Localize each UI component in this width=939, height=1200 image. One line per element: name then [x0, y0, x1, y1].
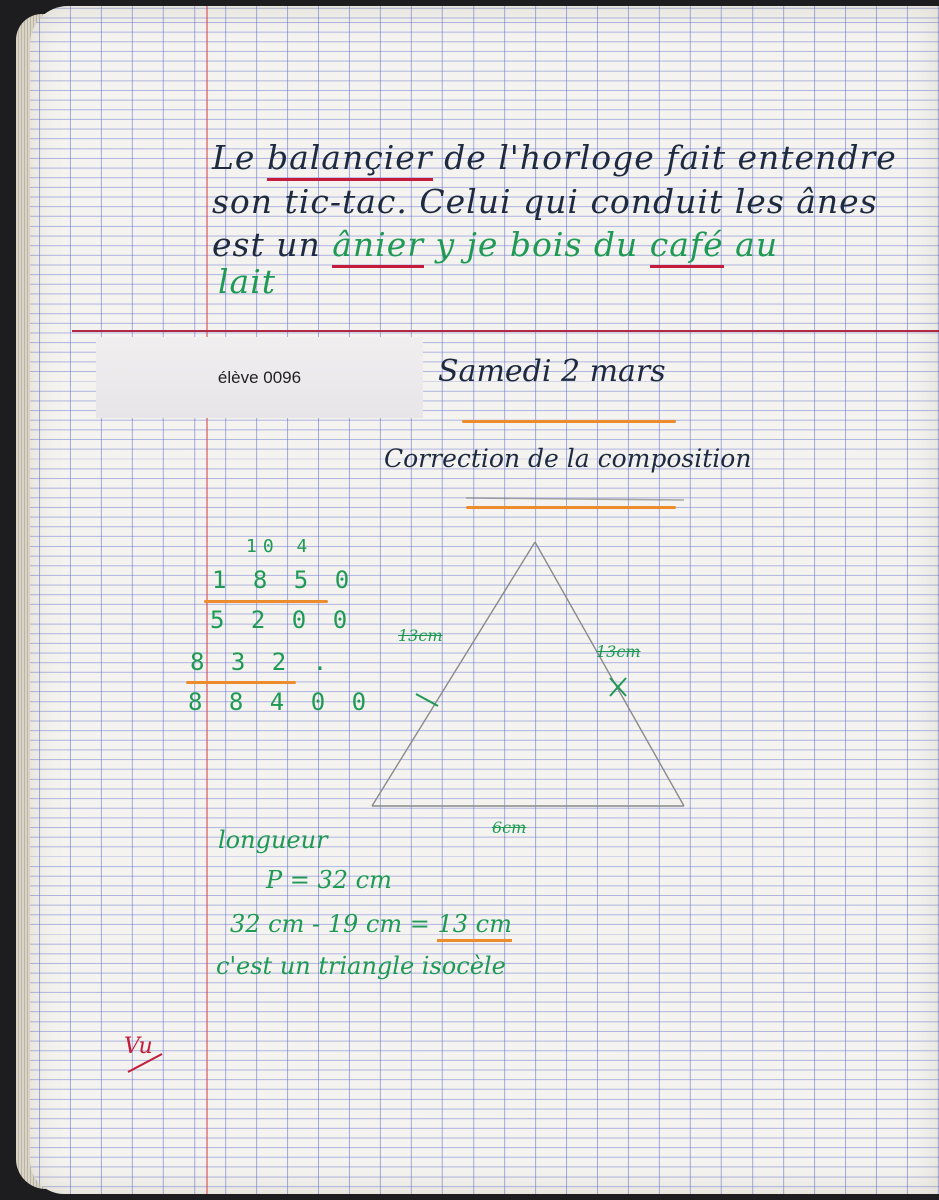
underlined-word: café — [650, 225, 724, 268]
dictation-word: Le — [212, 138, 256, 177]
dictation-line-2: son tic-tac. Celui qui conduit les ânes — [212, 182, 878, 221]
dictation-text: de l'horloge fait entendre — [444, 138, 897, 177]
underlined-word: balançier — [267, 138, 433, 181]
lesson-title: Correction de la composition — [384, 444, 752, 473]
teacher-seen-mark: Vu — [124, 1034, 153, 1059]
triangle-right-side — [535, 542, 684, 806]
left-side-label: 13cm — [398, 626, 443, 645]
calc-line-1: 1 8 5 0 — [212, 566, 356, 594]
lesson-date: Samedi 2 mars — [438, 354, 666, 389]
construction-arc — [466, 498, 684, 500]
triangle-left-side — [372, 542, 535, 806]
redacted-label-text: élève 0096 — [217, 367, 302, 387]
redacted-name-label — [96, 337, 423, 418]
isosceles-triangle-drawing — [330, 480, 730, 840]
section-divider — [72, 330, 939, 332]
dictation-line-1 — [212, 138, 897, 177]
calc-rule-1 — [204, 600, 328, 603]
dictation-text: y je bois du — [435, 225, 639, 264]
solution-heading: longueur — [218, 826, 328, 854]
dictation-text: au — [735, 225, 779, 264]
right-side-label: 13cm — [596, 642, 641, 661]
base-label: 6cm — [492, 818, 527, 837]
calc-result: 8 8 4 0 0 — [188, 688, 373, 716]
dictation-line-4: lait — [218, 262, 277, 301]
dictation-text: est un — [212, 225, 321, 264]
conclusion-line: c'est un triangle isocèle — [216, 952, 506, 980]
perimeter-line: P = 32 cm — [266, 866, 392, 894]
underlined-word: ânier — [332, 225, 424, 268]
date-underline — [462, 420, 676, 423]
computation-line — [230, 910, 512, 938]
calc-line-2: 5 2 0 0 — [210, 606, 354, 634]
computation-result: 13 cm — [437, 910, 511, 942]
teacher-mark-stroke — [124, 1050, 168, 1076]
calc-rule-2 — [186, 681, 296, 684]
computation-text: 32 cm - 19 cm = — [230, 910, 430, 938]
dictation-line-3 — [212, 225, 778, 264]
calc-line-3: 8 3 2 . — [190, 648, 334, 676]
calc-carry: 10 4 — [246, 536, 314, 557]
equal-mark-left — [416, 694, 438, 706]
